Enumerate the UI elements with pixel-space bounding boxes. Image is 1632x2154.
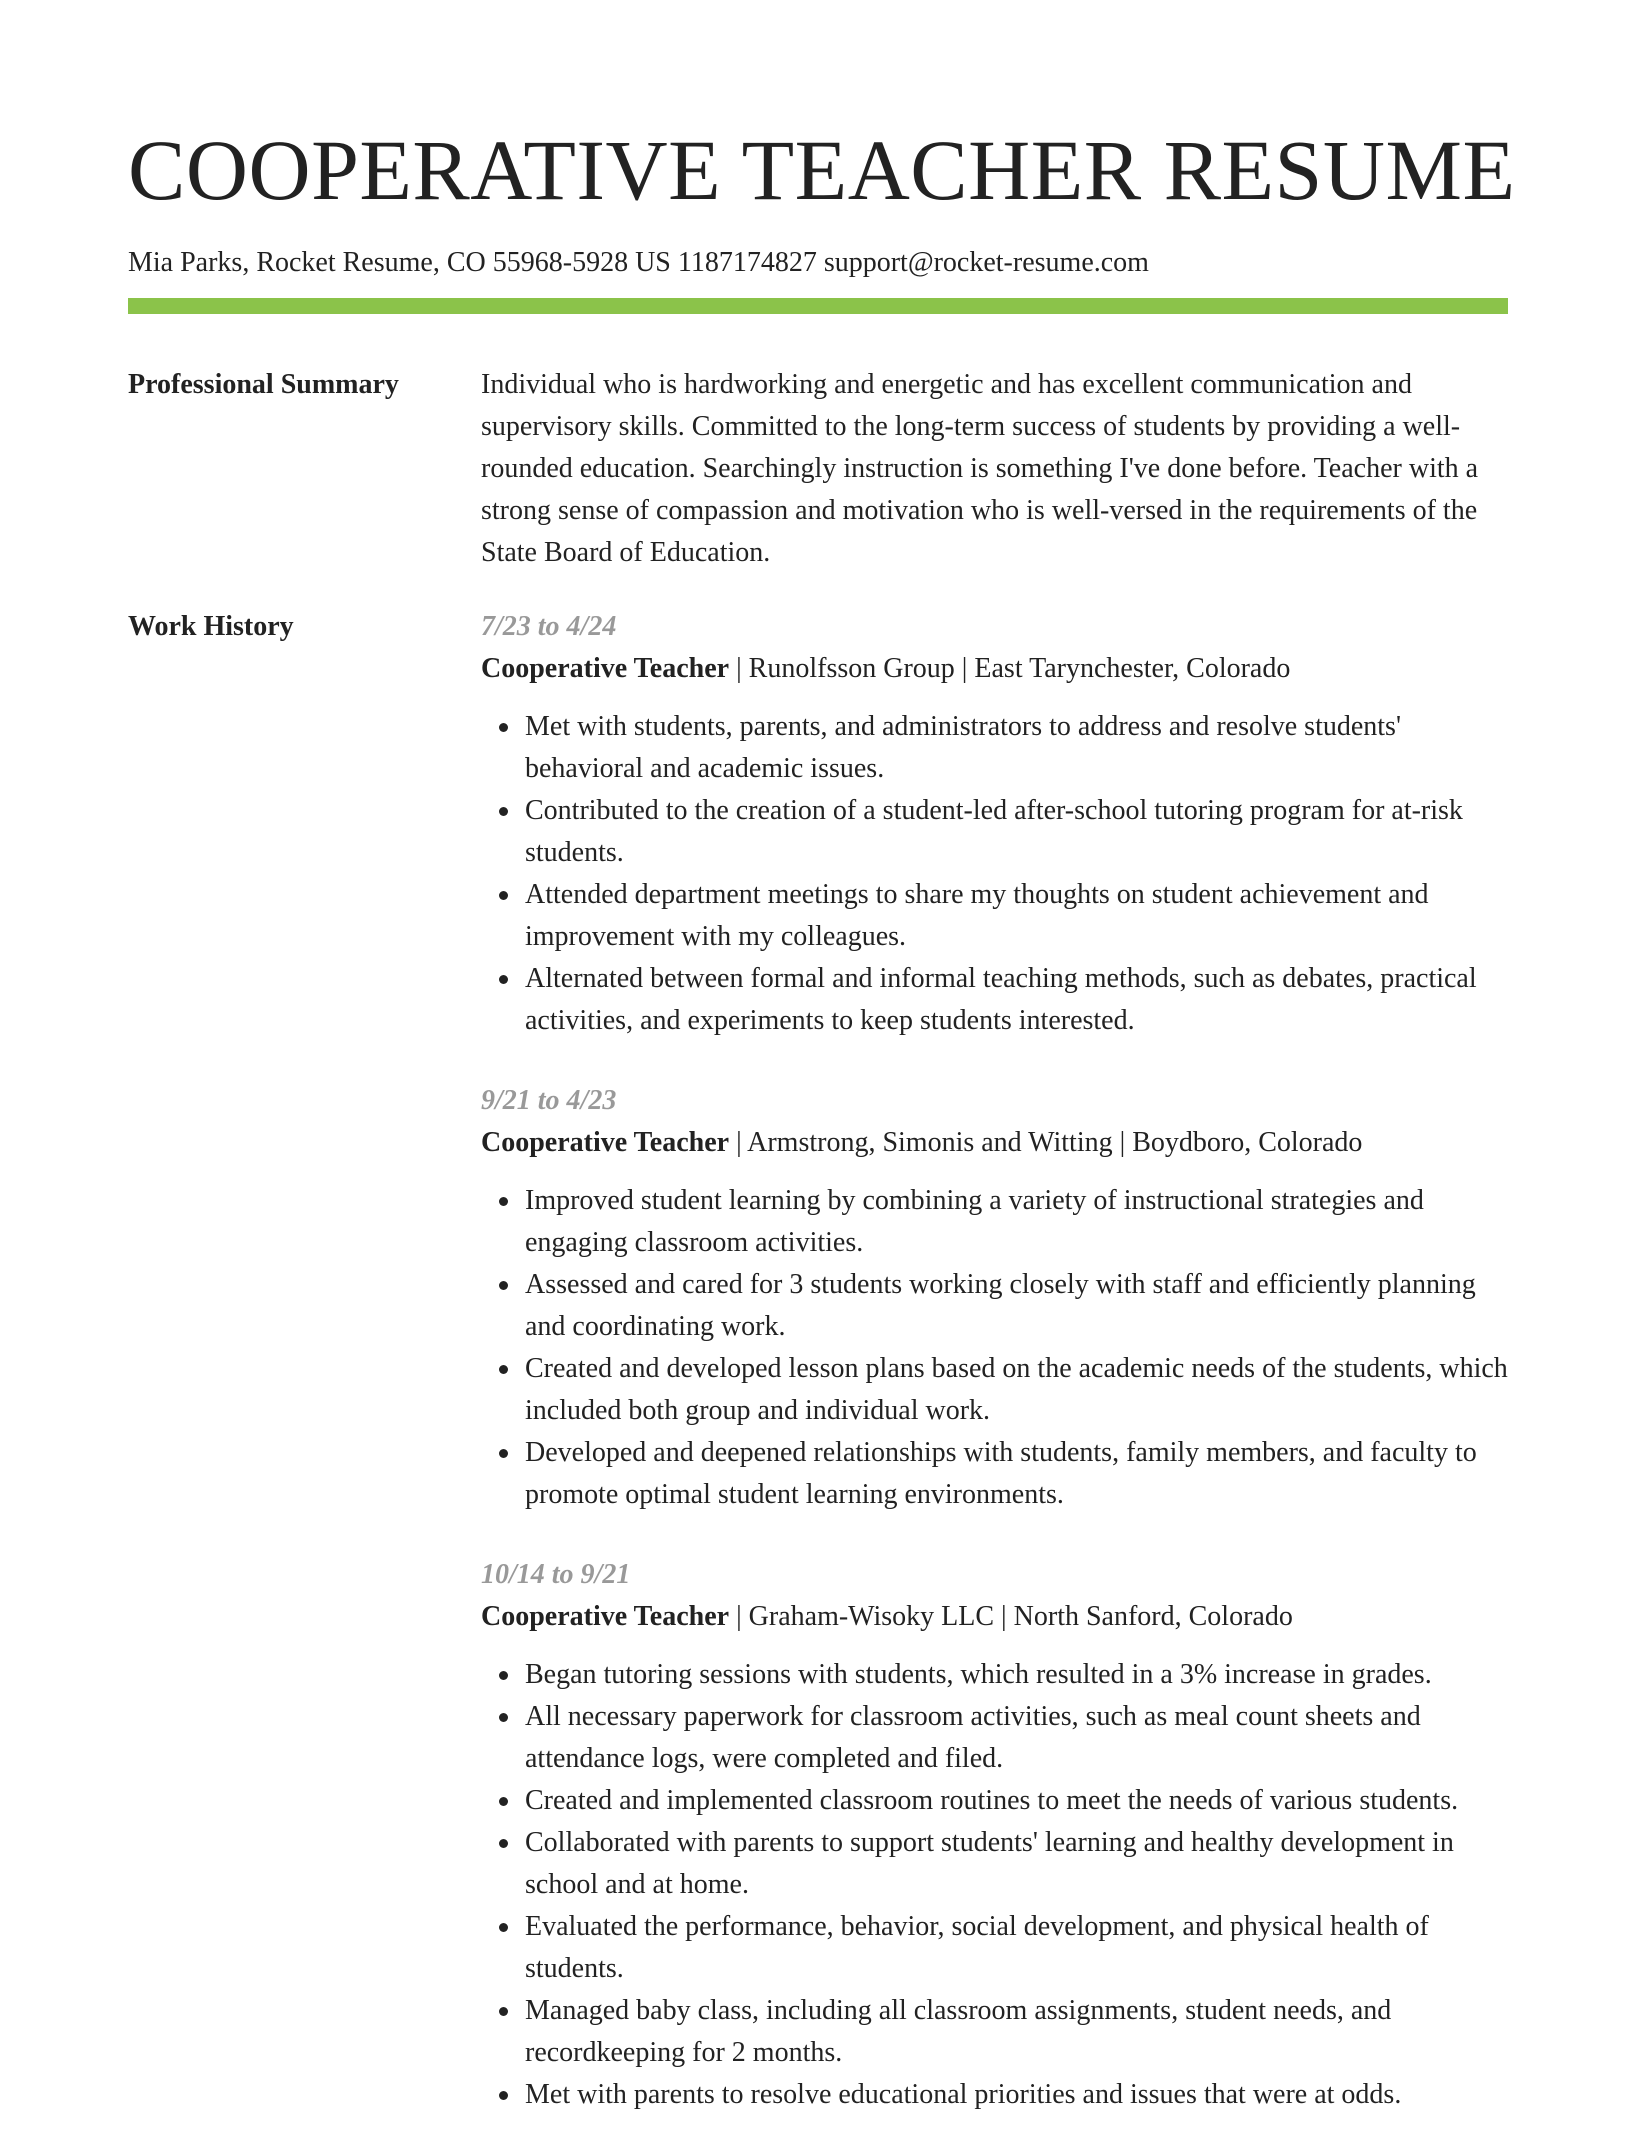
job-bullet: Began tutoring sessions with students, which resulted in a 3% increase in grades.	[525, 1654, 1508, 1696]
section-label-work: Work History	[128, 611, 294, 642]
job-dates: 9/21 to 4/23	[481, 1085, 617, 1116]
job-details: | Runolfsson Group | East Tarynchester, Colorado	[729, 653, 1291, 684]
job-entry	[481, 1554, 1508, 2116]
job-bullet: Created and developed lesson plans based on the academic needs of the students, which included both group and individual work.	[525, 1348, 1508, 1432]
job-bullet: Met with students, parents, and administrators to address and resolve students' behavioral and academic issues.	[525, 706, 1508, 790]
job-bullet: Alternated between formal and informal teaching methods, such as debates, practical activities, and experiments to keep students interested.	[525, 958, 1508, 1042]
job-title: Cooperative Teacher	[481, 653, 730, 684]
job-bullet: Evaluated the performance, behavior, social development, and physical health of students.	[525, 1906, 1508, 1990]
job-bullet: Improved student learning by combining a variety of instructional strategies and engaging classroom activities.	[525, 1180, 1508, 1264]
professional-summary-section	[128, 364, 1508, 574]
job-bullet: Attended department meetings to share my thoughts on student achievement and improvement with my colleagues.	[525, 874, 1508, 958]
accent-divider	[128, 298, 1508, 314]
job-bullets	[481, 1180, 1508, 1516]
job-title: Cooperative Teacher	[481, 1601, 730, 1632]
job-entry	[481, 1080, 1508, 1516]
job-bullet: Assessed and cared for 3 students working closely with staff and efficiently planning and coordinating work.	[525, 1264, 1508, 1348]
job-details: | Armstrong, Simonis and Witting | Boydboro, Colorado	[729, 1127, 1363, 1158]
job-dates: 7/23 to 4/24	[481, 611, 617, 642]
job-bullets	[481, 1654, 1508, 2116]
job-bullet: All necessary paperwork for classroom activities, such as meal count sheets and attendance logs, were completed and filed.	[525, 1696, 1508, 1780]
job-entry	[481, 606, 1508, 1042]
job-title: Cooperative Teacher	[481, 1127, 730, 1158]
job-bullet: Met with parents to resolve educational priorities and issues that were at odds.	[525, 2074, 1508, 2116]
job-details: | Graham-Wisoky LLC | North Sanford, Colorado	[729, 1601, 1293, 1632]
job-bullet: Created and implemented classroom routines to meet the needs of various students.	[525, 1780, 1508, 1822]
work-history-section	[128, 606, 1508, 2154]
job-bullets	[481, 706, 1508, 1042]
contact-line: Mia Parks, Rocket Resume, CO 55968-5928 US 1187174827 support@rocket-resume.com	[128, 247, 1149, 278]
section-label-summary: Professional Summary	[128, 369, 399, 400]
job-dates: 10/14 to 9/21	[481, 1559, 631, 1590]
job-heading	[481, 1122, 1508, 1164]
job-list	[481, 606, 1508, 2154]
job-bullet: Developed and deepened relationships with students, family members, and faculty to promote optimal student learning environments.	[525, 1432, 1508, 1516]
job-heading	[481, 1596, 1508, 1638]
job-bullet: Managed baby class, including all classroom assignments, student needs, and recordkeeping for 2 months.	[525, 1990, 1508, 2074]
job-heading	[481, 648, 1508, 690]
resume-title: COOPERATIVE TEACHER RESUME	[128, 122, 1516, 218]
resume-page	[128, 0, 1516, 2154]
job-bullet: Contributed to the creation of a student-led after-school tutoring program for at-risk students.	[525, 790, 1508, 874]
summary-text: Individual who is hardworking and energetic and has excellent communication and supervisory skills. Committed to the long-term success of students by providing a well-rounded education. Searchingly instruction is something I've done before. Teacher with a strong sense of compassion and motivation who is well-versed in the requirements of the State Board of Education.	[481, 369, 1479, 568]
job-bullet: Collaborated with parents to support students' learning and healthy development in school and at home.	[525, 1822, 1508, 1906]
